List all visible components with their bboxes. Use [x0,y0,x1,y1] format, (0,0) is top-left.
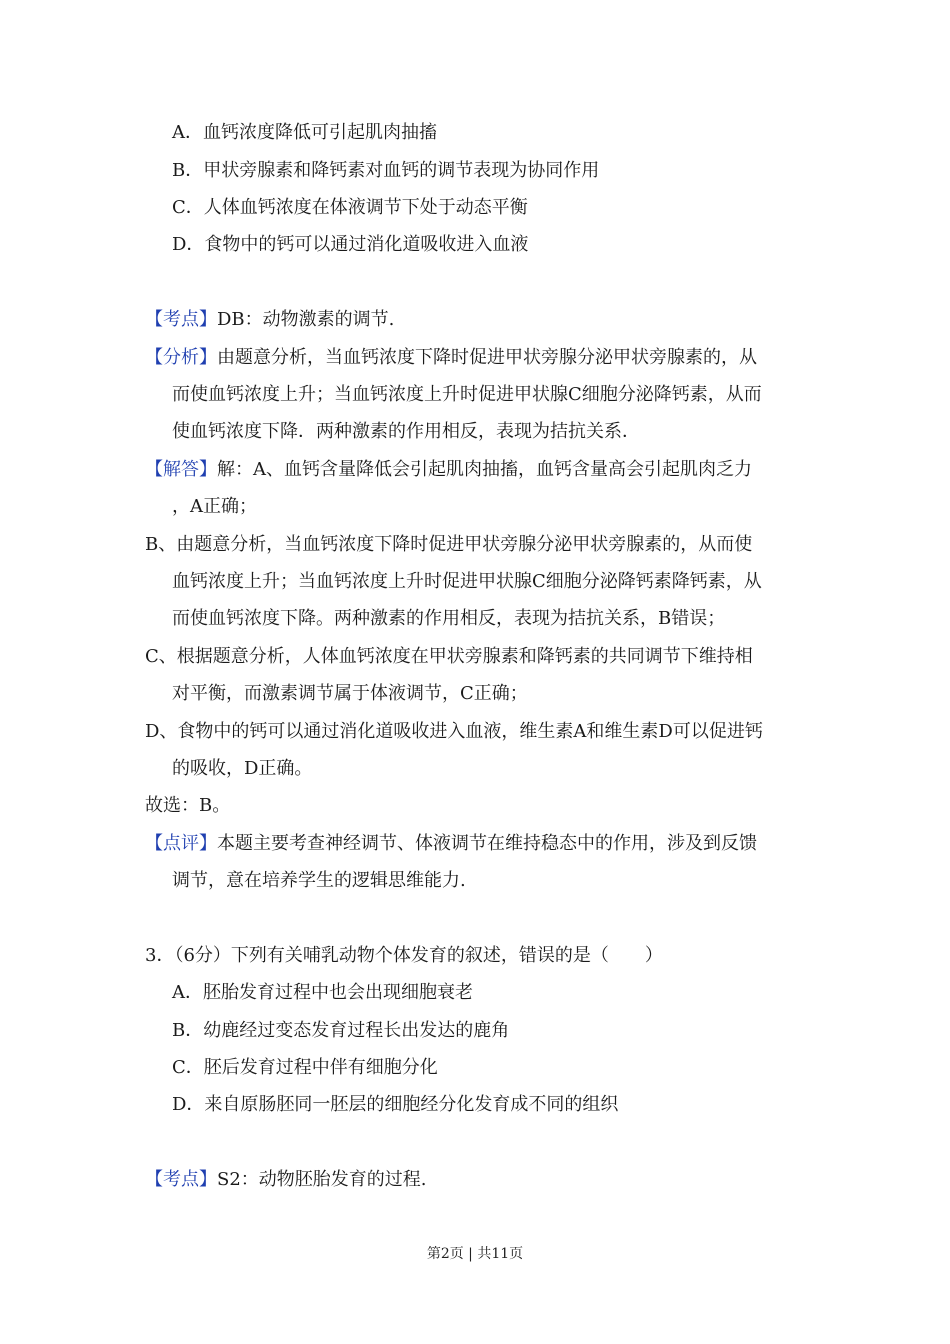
dianping-line-1: 本题主要考查神经调节、体液调节在维持稳态中的作用，涉及到反馈 [217,833,757,854]
jieda-answer: 故选：B。 [145,795,231,816]
page-footer: 第2页 | 共11页 [426,1246,524,1262]
jieda-line-9: 的吸收，D正确。 [172,758,313,779]
dianping-line-2: 调节，意在培养学生的逻辑思维能力. [172,870,466,891]
q2-dianping [145,832,757,856]
jieda-line-1: 解：A、血钙含量降低会引起肌肉抽搐，血钙含量高会引起肌肉乏力 [217,459,752,480]
q3-kaodian [145,1168,427,1192]
fenxi-tag: 【分析】 [145,347,217,368]
fenxi-line-2: 而使血钙浓度上升；当血钙浓度上升时促进甲状腺C细胞分泌降钙素，从而 [172,384,762,405]
q2-option-a: A．血钙浓度降低可引起肌肉抽搐 [172,122,437,143]
jieda-tag: 【解答】 [145,459,217,480]
q3-option-b: B．幼鹿经过变态发育过程长出发达的鹿角 [172,1020,510,1041]
dianping-tag: 【点评】 [145,833,217,854]
q3-option-a: A．胚胎发育过程中也会出现细胞衰老 [172,982,473,1003]
q3-stem: 3．（6分）下列有关哺乳动物个体发育的叙述，错误的是（ ） [145,945,663,966]
jieda-line-6: C、根据题意分析，人体血钙浓度在甲状旁腺素和降钙素的共同调节下维持相 [145,646,753,667]
jieda-line-4: 血钙浓度上升；当血钙浓度上升时促进甲状腺C细胞分泌降钙素降钙素，从 [172,571,762,592]
q2-option-c: C．人体血钙浓度在体液调节下处于动态平衡 [172,197,528,218]
jieda-line-5: 而使血钙浓度下降。两种激素的作用相反，表现为拮抗关系，B错误； [172,608,726,629]
fenxi-line-3: 使血钙浓度下降．两种激素的作用相反，表现为拮抗关系． [172,421,640,442]
jieda-line-3: B、由题意分析，当血钙浓度下降时促进甲状旁腺分泌甲状旁腺素的，从而使 [145,534,753,555]
fenxi-line-1: 由题意分析，当血钙浓度下降时促进甲状旁腺分泌甲状旁腺素的，从 [217,347,757,368]
q2-option-b: B．甲状旁腺素和降钙素对血钙的调节表现为协同作用 [172,160,600,181]
q3-option-d: D．来自原肠胚同一胚层的细胞经分化发育成不同的组织 [172,1094,619,1115]
jieda-line-7: 对平衡，而激素调节属于体液调节，C正确； [172,683,528,704]
kaodian-text: DB：动物激素的调节. [217,309,395,330]
jieda-line-8: D、食物中的钙可以通过消化道吸收进入血液，维生素A和维生素D可以促进钙 [145,721,763,742]
q2-jieda [145,458,752,482]
q2-fenxi [145,346,757,370]
kaodian-tag: 【考点】 [145,309,217,330]
jieda-line-2: ，A正确； [172,496,257,517]
q2-kaodian [145,308,394,332]
q3-kaodian-tag: 【考点】 [145,1169,217,1190]
q3-option-c: C．胚后发育过程中伴有细胞分化 [172,1057,438,1078]
q2-option-d: D．食物中的钙可以通过消化道吸收进入血液 [172,234,529,255]
q3-kaodian-text: S2：动物胚胎发育的过程. [217,1169,427,1190]
